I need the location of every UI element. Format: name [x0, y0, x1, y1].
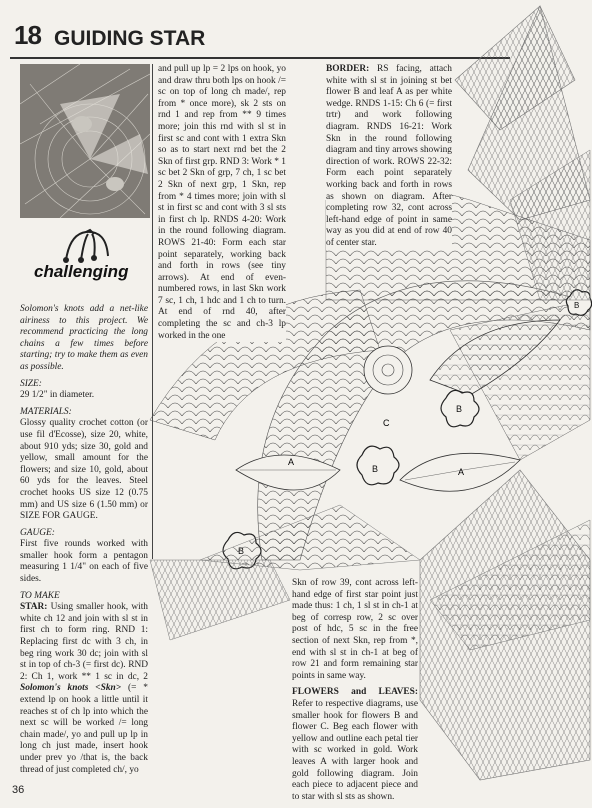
leaf-a-right	[400, 453, 520, 491]
intro-text: Solomon's knots add a net-like airiness to this project. We recommend practicing the long chains a few times before starting; try to make them as even as possible.	[20, 304, 148, 372]
flower-c	[364, 346, 412, 428]
border-label: BORDER:	[326, 64, 370, 74]
flowers-label: FLOWERS and LEAVES:	[292, 687, 418, 698]
flower-b-label-4: B	[574, 301, 580, 310]
text-column-3	[326, 64, 452, 250]
knots-label: Solomon's knots <Skn>	[20, 683, 122, 694]
flowers-text: Refer to respective diagrams, use smaller hook for flowers B and flower C. Beg each flower with yellow and outline each petal tier with sc worked in gold. Work leaves A with larger hook and gold following diagram. Join each piece to adjacent piece and to star with sl sts as shown.	[292, 698, 418, 802]
star-text: Using smaller hook, with white ch 12 and join with sl st in first ch to form ring. RND 1: Replacing first dc with 3 ch, in beg ring work 30 dc; join with sl st in top of ch-3 (= first dc). RND 2: Ch 1, work ** 1 sc in dc, 2	[20, 602, 148, 682]
star-point-bottom	[420, 470, 590, 780]
gauge-heading: GAUGE:	[20, 527, 55, 538]
to-make-heading: TO MAKE	[20, 590, 60, 601]
flower-b-2	[441, 390, 479, 426]
border-text: RS facing, attach white with sl st in joining st bet flower B and leaf A as per white wedge. RNDS 1-15: Ch 6 (= first trtr) and work following diagram. RNDS 16-21: Work Skn in the round following diagram and tiny arrows showing direction of work. ROWS 22-32: Form each point separately working back and forth in rows as shown on diagram. After completing row 32, cont across left-hand edge of point in same way as you did at end of row 40 of center star.	[326, 64, 452, 248]
flower-b-label-1: B	[372, 464, 379, 474]
flower-b-label-2: B	[456, 404, 463, 414]
size-heading: SIZE:	[20, 378, 42, 389]
gauge-text: First five rounds worked with smaller hook form a pentagon measuring 1 1/4" on each of five sides.	[20, 539, 148, 585]
materials-heading: MATERIALS:	[20, 406, 72, 417]
flower-b-1	[357, 446, 399, 485]
pattern-number: 18	[14, 20, 41, 50]
col4-text: Skn of row 39, cont across left-hand edge of first star point just made thus: 1 ch, 1 sl st in ch-1 at beg of corresp row, 2 sc over post of hdc, 5 sc in the free section of next Skn, rep from *, end with sl st in ch-1 at beg of row 21 and form remaining star points in same way.	[292, 578, 418, 681]
flower-c-label: C	[383, 418, 390, 428]
star-label: STAR:	[20, 602, 48, 613]
col2-text: and pull up lp = 2 lps on hook, yo and draw thru both lps on hook /= sc on top of long ch made/, rep from * once more), sk 2 sts on rnd 1 and rep from ** 9 times more; join this rnd with sl st in first sc and cont with 1 extra Skn so as to start next rnd bet the 2 Skn of first grp. RND 3: Work * 1 sc bet 2 Skn of grp, 7 ch, 1 sc bet 2 Skn of next grp, 1 Skn, rep from * 4 times more; join with sl st in first sc and cont with 3 sl sts in first ch lp. RNDS 4-20: Work in the round following diagram. ROWS 21-40: Form each star point separately, working back and forth in rows (see tiny arrows). At end of even-numbered rows, in last Skn work 7 sc, 1 ch, 1 hdc and 1 ch to turn. At end of rnd 40, after completing the sc and ch-3 lp worked in the one	[158, 64, 286, 341]
leaf-a-label: A	[288, 457, 295, 467]
page-title: GUIDING STAR	[54, 27, 206, 50]
materials-text: Glossy quality crochet cotton (or use fil d'Ecosse), size 20, white, about 910 yds; size 30, gold and yellow, small amount for the flowers; and size 10, gold, about 60 yds for the leaves. Steel crochet hooks US size 12 (0.75 mm) and US size 6 (1.50 mm) or SIZE FOR GAUGE.	[20, 418, 148, 522]
text-column-4	[292, 578, 418, 808]
knots-text: (= * extend lp on hook a little until it reaches st of ch lp into which the next sc will be worked /= long chain made/, yo and pull up lp in long ch just made, insert hook under prev yo /that is, the back thread of just completed ch/, yo	[20, 683, 148, 775]
text-column-2	[158, 64, 286, 342]
size-text: 29 1/2" in diameter.	[20, 390, 95, 401]
difficulty-badge: challenging	[34, 262, 129, 281]
leaf-a-label-2: A	[458, 467, 465, 477]
page-number: 36	[12, 784, 25, 796]
